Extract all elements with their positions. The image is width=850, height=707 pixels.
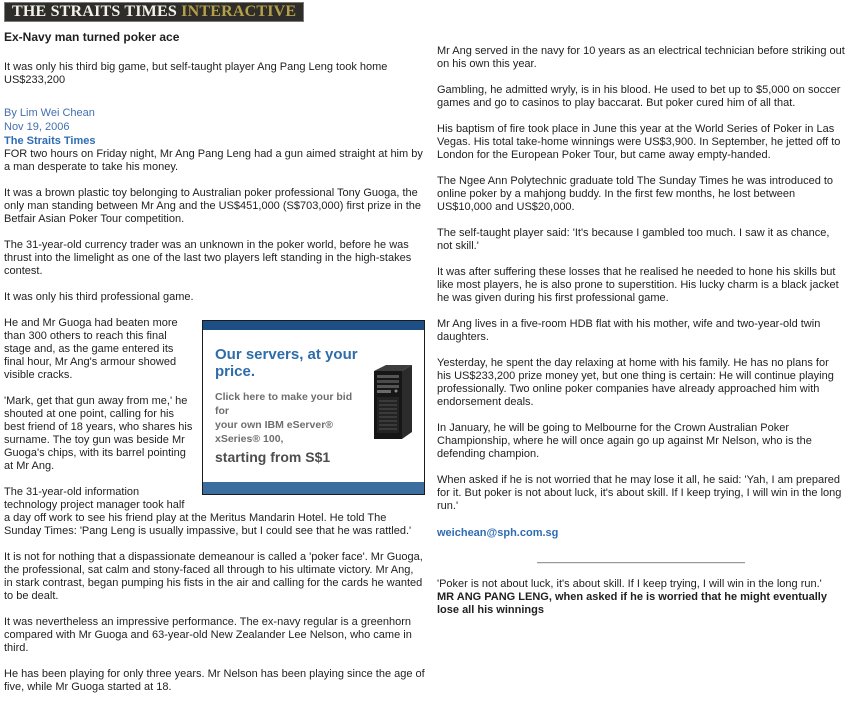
- publication-name: The Straits Times: [4, 135, 96, 147]
- ad-copy-line2: your own IBM eServer® xSeries® 100,: [215, 419, 334, 445]
- ad-headline: Our servers, at your price.: [215, 346, 358, 380]
- ad-copy-line1[interactable]: Click here to make your bid for: [215, 391, 353, 417]
- right-column: [437, 2, 845, 707]
- paragraph: Mr Ang lives in a five-room HDB flat with his mother, wife and two-year-old twin daughters.: [437, 318, 821, 343]
- article-date: Nov 19, 2006: [4, 121, 70, 133]
- paragraph: The Ngee Ann Polytechnic graduate told The Sunday Times he was introduced to online poker by a mahjong buddy. In the first few months, he lost between US$10,000 and US$20,000.: [437, 175, 834, 213]
- author-link[interactable]: By Lim Wei Chean: [4, 107, 95, 119]
- article-headline: Ex-Navy man turned poker ace: [4, 30, 180, 44]
- pull-quote-text: 'Poker is not about luck, it's about skill. If I keep trying, I will win in the long run.': [437, 578, 822, 590]
- paragraph: It was only his third professional game.: [4, 291, 194, 303]
- section-divider: [537, 562, 745, 564]
- paragraph: The 31-year-old information technology project manager took half a day off work to see his friend play at the Meritus Mandarin Hotel. He told The Sunday Times: 'Pang Leng is usually impassive, but I could see that he was rattled.': [4, 486, 412, 537]
- pull-quote-attribution: MR ANG PANG LENG, when asked if he is worried that he might eventually lose all his winnings: [437, 591, 827, 616]
- left-column: [4, 2, 425, 707]
- server-tower-icon: [366, 362, 418, 450]
- ad-text: [215, 346, 366, 466]
- author-email-link[interactable]: weichean@sph.com.sg: [437, 527, 559, 539]
- paragraph: The self-taught player said: 'It's because I gambled too much. I saw it as chance, not skill.': [437, 227, 830, 252]
- byline-block: [4, 106, 425, 148]
- paragraph: Gambling, he admitted wryly, is in his blood. He used to bet up to $5,000 on soccer games and go to casinos to play baccarat. But poker cured him of all that.: [437, 84, 841, 109]
- paragraph: It is not for nothing that a dispassionate demeanour is called a 'poker face'. Mr Guoga, the professional, sat calm and stony-faced all through to his ultimate victory. Mr Ang, in stark contrast, began pumping his fists in the air and calling for the cards he wanted to be dealt.: [4, 551, 423, 602]
- paragraph: It was a brown plastic toy belonging to Australian poker professional Tony Guoga, the only man standing between Mr Ang and the US$451,000 (S$703,000) first prize in the Betfair Asian Poker Tour competition.: [4, 187, 422, 225]
- ad-top-bar: [203, 321, 424, 330]
- paragraph: His baptism of fire took place in June this year at the World Series of Poker in Las Vegas. His total take-home winnings were US$3,900. In September, he jetted off to London for the European Poker Tour, but came away empty-handed.: [437, 123, 841, 161]
- paragraph: He has been playing for only three years. Mr Nelson has been playing since the age of five, while Mr Guoga started at 18.: [4, 668, 425, 693]
- paragraph: It was nevertheless an impressive performance. The ex-navy regular is a greenhorn compared with Mr Guoga and 63-year-old New Zealander Lee Nelson, who came in third.: [4, 616, 412, 654]
- paragraph: He and Mr Guoga had beaten more than 300 others to reach this final stage and, as the game entered its final hour, Mr Ang's armour showed visible cracks.: [4, 317, 178, 381]
- article-standfirst: It was only his third big game, but self-taught player Ang Pang Leng took home US$233,200: [4, 61, 388, 86]
- paragraph: It was after suffering these losses that he realised he needed to hone his skills but like most players, he is also prone to superstition. His lucky charm is a black jacket he was given during his first professional game.: [437, 266, 839, 304]
- paragraph: The 31-year-old currency trader was an unknown in the poker world, before he was thrust into the limelight as one of the last two players left standing in the high-stakes contest.: [4, 239, 412, 277]
- paragraph: FOR two hours on Friday night, Mr Ang Pang Leng had a gun aimed straight at him by a man desperate to take his money.: [4, 148, 423, 173]
- paragraph: When asked if he is not worried that he may lose it all, he said: 'Yah, I am prepared for it. But poker is not about luck, it's about skill. If I keep trying, I will win in the long run.': [437, 474, 842, 512]
- paragraph: Mr Ang served in the navy for 10 years as an electrical technician before striking out on his own this year.: [437, 45, 845, 70]
- paragraph: 'Mark, get that gun away from me,' he shouted at one point, calling for his best friend of 18 years, who shares his surname. The toy gun was beside Mr Guoga's chips, with its barrel pointing at Mr Ang.: [4, 395, 193, 472]
- ad-body: [203, 330, 424, 482]
- masthead-logo: [4, 2, 304, 22]
- ad-bottom-bar: [203, 482, 424, 494]
- paragraph: In January, he will be going to Melbourne for the Crown Australian Poker Championship, where he will once again go up against Mr Nelson, who is the defending champion.: [437, 422, 812, 460]
- masthead-title: THE STRAITS TIMES: [12, 3, 177, 20]
- ad-price-line: starting from S$1: [215, 449, 331, 465]
- pull-quote: [437, 578, 845, 617]
- masthead-interactive-label: INTERACTIVE: [181, 3, 297, 20]
- ibm-server-ad-banner[interactable]: [202, 320, 425, 495]
- paragraph: Yesterday, he spent the day relaxing at home with his family. He has no plans for his US$233,200 prize money yet, but one thing is certain: He will continue playing professionally. Two online poker companies have already approached him with endorsement deals.: [437, 357, 834, 408]
